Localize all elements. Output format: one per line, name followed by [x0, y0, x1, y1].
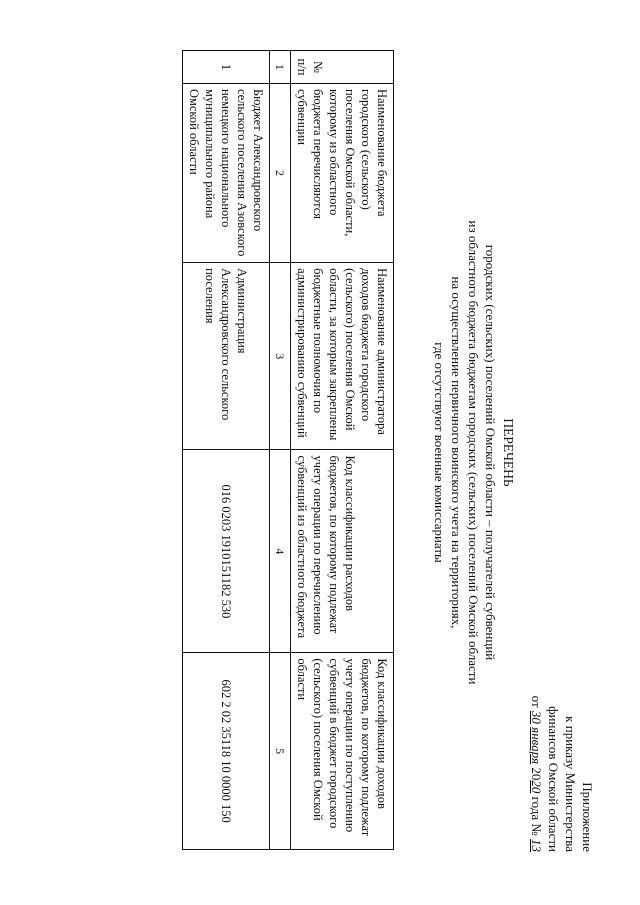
row-income-code: 602 2 02 35118 10 0000 150 — [183, 653, 270, 850]
appendix-line-1: Приложение — [580, 782, 595, 852]
appendix-date-prefix: от — [529, 695, 544, 708]
header-admin: Наименование администратора доходов бюджета городского (сельского) поселения Омской области, за которым закреплены бюджетные полномочия по администрированию субвенций — [291, 263, 394, 450]
appendix-year-word: года № — [529, 796, 544, 836]
appendix-line-4 — [528, 632, 545, 852]
appendix-year-prefix: 20 — [529, 767, 544, 781]
column-number: 3 — [270, 263, 291, 450]
appendix-block — [528, 632, 596, 852]
row-num: 1 — [183, 51, 270, 84]
appendix-day: 30 — [529, 710, 544, 724]
column-number: 4 — [270, 450, 291, 653]
header-expense-code: Код классификации расходов бюджетов, по которому подлежат учету операции по перечислению субвенций из областного бюджета — [291, 450, 394, 653]
column-number: 1 — [270, 51, 291, 84]
header-num: № п/п — [291, 51, 394, 84]
page-title: ПЕРЕЧЕНЬ — [501, 418, 516, 487]
title-block — [431, 0, 517, 905]
column-number: 2 — [270, 83, 291, 262]
row-admin: Администрация Александровского сельского поселения — [183, 263, 270, 450]
appendix-month: января — [529, 727, 544, 765]
table-header-row — [291, 51, 394, 850]
appendix-line-3: финансов Омской области — [546, 706, 561, 852]
table-row — [183, 51, 270, 850]
column-number: 5 — [270, 653, 291, 850]
title-line-4: где отсутствуют военные комиссариаты — [432, 342, 447, 563]
row-expense-code: 016 0203 1910151182 530 — [183, 450, 270, 653]
title-line-2: из областного бюджета бюджетам городских (сельских) поселений Омской области — [466, 220, 481, 685]
column-number-row — [270, 51, 291, 850]
header-budget: Наименование бюджета городского (сельского) поселения Омской области, которому из областного бюджета перечисляются субвенции — [291, 83, 394, 262]
subventions-table — [182, 50, 394, 850]
appendix-line-2: к приказу Министерства — [563, 716, 578, 852]
title-line-1: городских (сельских) поселений Омской области – получателей субвенций — [483, 244, 498, 661]
header-income-code: Код классификации доходов бюджетов, по которому подлежат учету операции по поступлению субвенций в бюджет городского (сельского) поселения Омской области — [291, 653, 394, 850]
appendix-number: 13 — [529, 839, 544, 852]
row-budget: Бюджет Александровского сельского поселения Азовского немецкого национального муниципального района Омской области — [183, 83, 270, 262]
appendix-year-suffix: 20 — [529, 780, 544, 794]
title-line-3: на осуществление первичного воинского учета на территориях, — [449, 276, 464, 629]
